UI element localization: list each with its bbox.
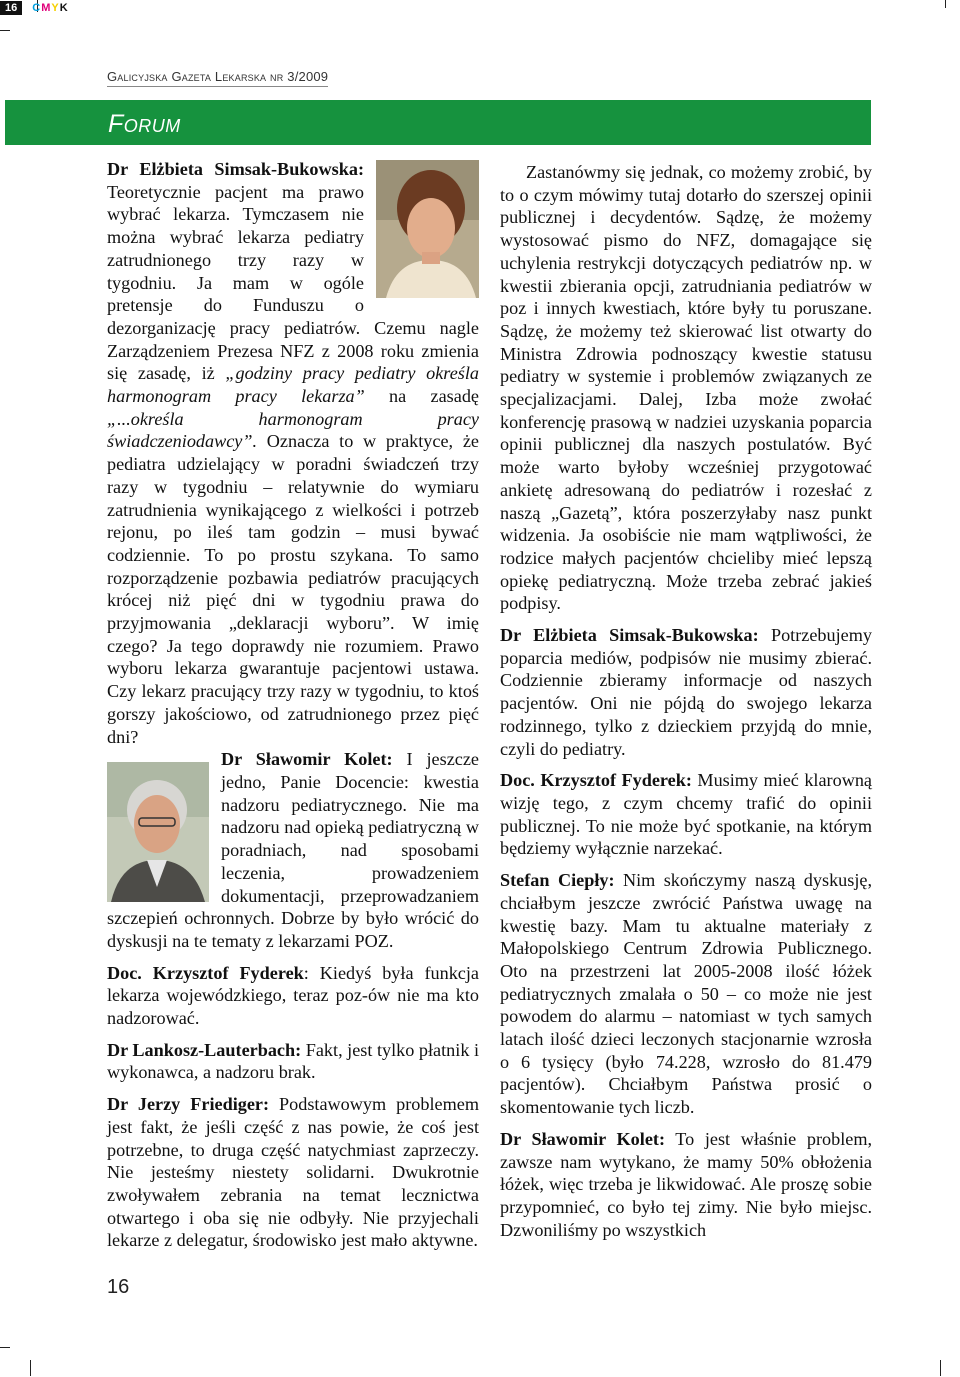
quote-text: „...określa harmonogram pracy świadczeniodawcy”.	[107, 408, 479, 452]
footer-page-number: 16	[107, 1276, 130, 1298]
right-paragraph-1	[500, 161, 872, 615]
statement-text: Nim skończymy naszą dyskusję, chciałbym jeszcze zwrócić Państwa uwagę na kwestię bazy. Mam tu aktualne materiały z Małopolskiego Centrum Zdrowia Publicznego. Oto na przestrzeni lat 2005-2008 ilość łóżek pediatrycznych zmalała o 50 – co może nie jest powodem do alarmu – natomiast w tych samych latach ilość dzieci leczonych stacjonarnie wzrosła o 6 tysięcy (było 74.228, wzrosło do 81.479 pacjentów). Chciałbym Państwa prosić o skomentowanie tych liczb.	[500, 870, 873, 1118]
statement-text: I jeszcze jedno, Panie Docencie: kwestia nadzoru pediatrycznego. Nie ma nadzoru nad opieką pediatryczną w poradniach, nad sposobami leczenia, prowadzeniem dokumentacji, przeprowadzaniem szczepień ochronnych. Dobrze by było wrócić do dyskusji na te tematy z lekarzami POZ.	[107, 749, 479, 951]
section-title: Forum	[108, 110, 181, 138]
crop-mark	[940, 1360, 941, 1376]
cmyk-y: Y	[51, 2, 60, 14]
photo-simsak-bukowska	[376, 160, 479, 298]
right-column	[500, 161, 872, 1241]
section-banner	[5, 100, 871, 145]
photo-kolet	[107, 762, 209, 902]
crop-mark	[30, 1360, 31, 1376]
print-info	[0, 0, 69, 16]
crop-mark	[0, 1347, 10, 1348]
journal-title: Galicyjska Gazeta Lekarska nr 3/2009	[107, 69, 328, 87]
speaker-name: Dr Sławomir Kolet:	[500, 1128, 666, 1149]
left-column	[107, 158, 479, 1252]
speaker-name: Dr Elżbieta Simsak-Bukowska:	[500, 625, 759, 646]
speaker-name: Doc. Krzysztof Fyderek:	[500, 770, 692, 791]
statement-text: Musimy mieć klarowną wizję tego, z czym chcemy trafić do opinii publicznej. To nie może być spotkanie, na którym będziemy wyłącznie narzekać.	[500, 770, 872, 859]
left-paragraph-3	[107, 962, 479, 1030]
speaker-name: Stefan Ciepły:	[500, 870, 615, 891]
statement-text: Podstawowym problemem jest fakt, że jeśli część z nas powie, że coś jest potrzebne, to druga część natychmiast zaprzeczy. Nie jesteśmy niestety solidarni. Dwukrotnie zwoływałem zebrania na temat lecznictwa otwartego i oba się nie odbyły. Nie przyjechali lekarze z delegatur, środowisko jest mało aktywne.	[107, 1094, 479, 1251]
statement-text: Teoretycznie pacjent ma prawo wybrać lekarza. Tymczasem nie można wybrać lekarza pediatry zatrudnionego trzy razy w tygodniu. Ja mam w ogóle pretensje do Funduszu o dezorganizację pracy pediatrów. Czemu nagle Zarządzeniem Prezesa NFZ z 2008 roku zmienia się zasadę, iż	[107, 181, 479, 384]
speaker-name: Dr Elżbieta Simsak-Bukowska:	[107, 159, 364, 179]
portrait-man-image	[107, 762, 209, 902]
speaker-name: Dr Lankosz-Lauterbach:	[107, 1039, 302, 1060]
cmyk-c: C	[32, 2, 42, 14]
right-paragraph-4	[500, 869, 872, 1119]
speaker-name: Dr Sławomir Kolet:	[221, 749, 393, 770]
right-paragraph-2	[500, 624, 872, 760]
speaker-name: Dr Jerzy Friediger:	[107, 1094, 270, 1115]
cmyk-k: K	[59, 2, 69, 14]
statement-text: Zastanówmy się jednak, co możemy zrobić, by to o czym mówimy tutaj dotarło do szerszej opinii publicznej i decydentów. Sądzę, że możemy wystosować pismo do NFZ, domagające się uchylenia restrykcji dotyczących pediatrów np. w kwestii zbierania opcji, zatrudniania pediatrów w poz i innych kwestiach, które były tu poruszane. Sądzę, że możemy też skierować list otwarty do Ministra Zdrowia podnoszący kwestie statusu pediatry w systemie i problemów związanych ze specjalizacjami. Dalej, Izba może zwołać konferencję prasową w nadziei uzyskania poparcia opinii publicznej dla naszych postulatów. Być może warto byłoby wcześniej przygotować ankietę adresowaną do pediatrów i rozesłać z naszą „Gazetą”, która poszerzyłaby nasz punkt widzenia. Ja osobiście nie mam wątpliwości, że rodzice małych pacjentów chcieliby mieć lepszą opiekę pediatryczną. Może trzeba zebrać jakieś podpisy.	[500, 162, 872, 614]
cmyk-m: M	[41, 2, 52, 14]
cmyk-marks	[32, 2, 68, 14]
speaker-name: Doc. Krzysztof Fyderek	[107, 962, 304, 983]
quote-text: „godziny pracy pediatry określa harmonogram pracy lekarza”	[107, 363, 479, 407]
statement-text: : Kiedyś była funkcja lekarza wojewódzkiego, teraz poz-ów nie ma kto nadzorować.	[107, 962, 479, 1029]
left-paragraph-5	[107, 1093, 479, 1252]
crop-mark	[945, 0, 946, 8]
statement-text: na zasadę	[364, 386, 479, 407]
print-page-number: 16	[0, 1, 22, 15]
left-paragraph-4	[107, 1039, 479, 1084]
right-paragraph-3	[500, 769, 872, 860]
statement-text: To jest właśnie problem, zawsze nam wytykano, że mamy 50% obłożenia łóżek, więc trzeba je likwidować. Ale proszę sobie przypomnieć, co było tej zimy. Nie było miejsc. Dzwoniliśmy po wszystkich	[500, 1128, 873, 1240]
statement-text: Potrzebujemy poparcia mediów, podpisów nie musimy zbierać. Codziennie zbieramy informacje od naszych pacjentów. Oni nie pójdą do swojego lekarza rodzinnego, tylko z dzieckiem przyjdą do mnie, czyli do pediatry.	[500, 625, 872, 759]
crop-mark	[0, 30, 10, 31]
statement-text: Oznacza to w praktyce, że pediatra udzielający w poradni świadczeń trzy razy w tygodniu – relatywnie do wymiaru zatrudnienia wynikającego z wielkości i potrzeb rejonu, po ileś tam godzin – musi bywać codziennie. To po prostu szykana. To samo rozporządzenie pozbawia pediatrów pracujących krócej niż pięć dni w tygodniu prawa do przyjmowania „deklaracji wyboru”. W imię czego? Ja tego doprawdy nie rozumiem. Prawo wyboru lekarza gwarantuje pacjentowi ustawa. Czy lekarz pracujący trzy razy w tygodniu, to ktoś gorszy jakościowo, od zatrudnionego przez pięć dni?	[107, 431, 479, 747]
portrait-woman-image	[376, 160, 479, 298]
statement-text: Fakt, jest tylko płatnik i wykonawca, a nadzoru brak.	[107, 1039, 480, 1083]
right-paragraph-5	[500, 1128, 872, 1242]
